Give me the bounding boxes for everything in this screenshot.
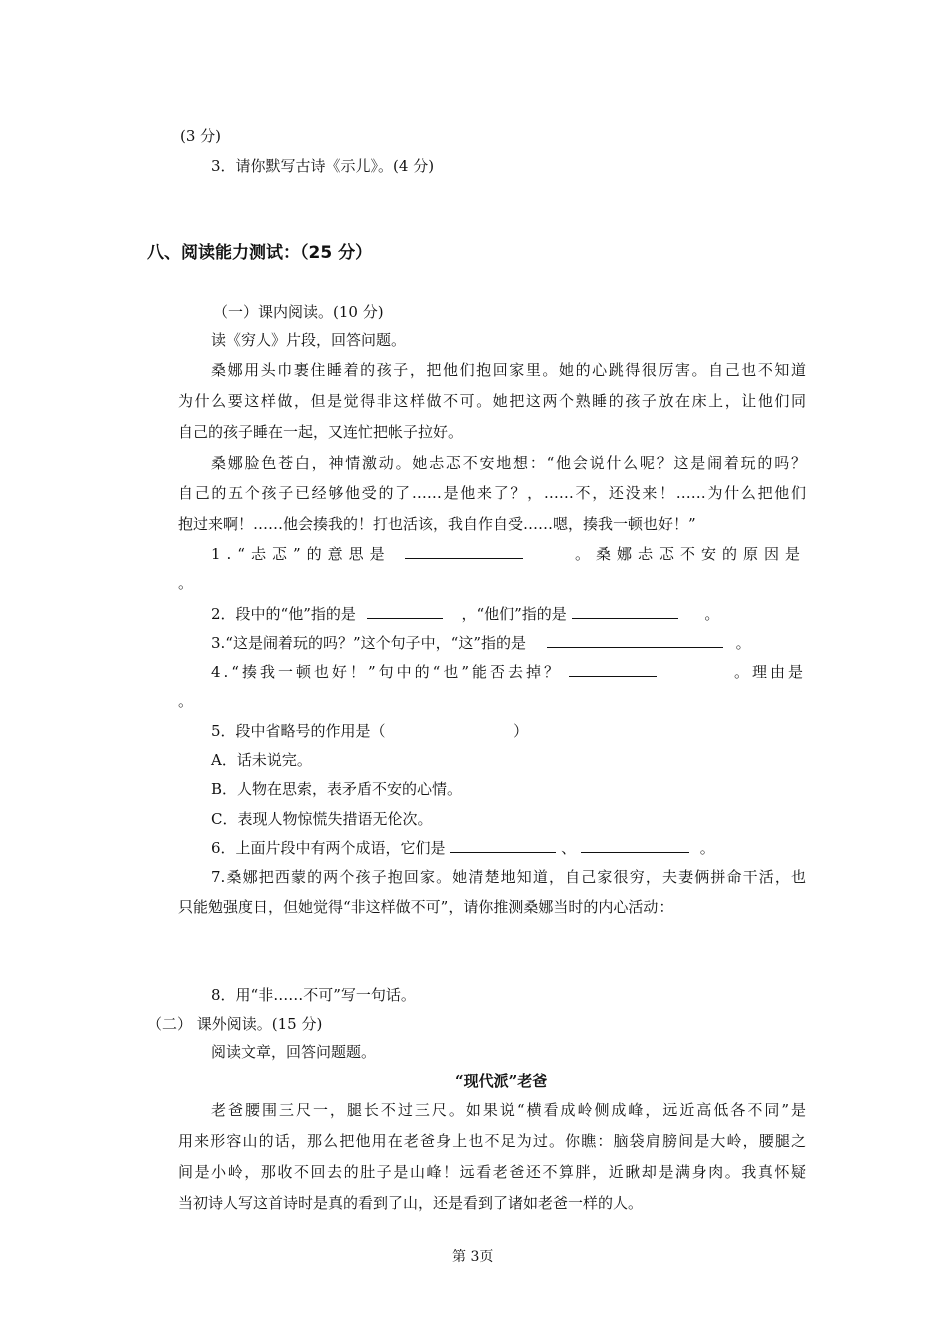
part2-instruction: 阅读文章，回答问题题。 xyxy=(211,1043,377,1061)
q5-option-b: B．人物在思索，表矛盾不安的心情。 xyxy=(211,780,463,798)
q1-end: 。 xyxy=(178,574,194,592)
q6-text-a: 6．上面片段中有两个成语，它们是 xyxy=(211,839,446,857)
question-2 xyxy=(211,604,719,624)
question-3 xyxy=(211,633,751,653)
part2-label: （二） 课外阅读。(15 分) xyxy=(147,1015,323,1033)
q5-text-b: ） xyxy=(513,722,529,740)
question-5 xyxy=(211,721,528,741)
q6-blank-2[interactable] xyxy=(581,838,689,853)
question-7-line: 只能勉强度日，但她觉得“非这样做不可”，请你推测桑娜当时的内心活动： xyxy=(178,898,674,916)
article-title: “现代派”老爸 xyxy=(455,1072,548,1090)
passage1-line: 为什么要这样做，但是觉得非这样做不可。她把这两个熟睡的孩子放在床上，让他们同 xyxy=(178,392,806,410)
q6-text-c: 。 xyxy=(699,839,715,857)
passage1-line: 自己的孩子睡在一起，又连忙把帐子拉好。 xyxy=(178,423,464,441)
question-8: 8．用“非……不可”写一句话。 xyxy=(211,986,416,1004)
score-line: (3 分) xyxy=(180,127,222,145)
section-heading: 八、阅读能力测试：（25 分） xyxy=(147,243,373,263)
q1-blank[interactable] xyxy=(405,544,523,559)
q2-blank-1[interactable] xyxy=(367,604,443,619)
q4-end: 。 xyxy=(178,692,194,710)
q4-text-b: 。理由是 xyxy=(733,663,806,681)
passage1-line: 自己的五个孩子已经够他受的了……是他来了？，……不，还没来！……为什么把他们 xyxy=(178,484,806,502)
q1-text-b: 。桑娜忐忑不安的原因是 xyxy=(574,545,806,563)
question-7-line: 7.桑娜把西蒙的两个孩子抱回家。她清楚地知道，自己家很穷，夫妻俩拼命干活，也 xyxy=(211,868,806,886)
part1-label: （一）课内阅读。(10 分) xyxy=(213,303,384,321)
q2-blank-2[interactable] xyxy=(572,604,678,619)
q4-text-a: 4.“揍我一顿也好！”句中的“也”能否去掉？ xyxy=(211,663,562,681)
question-6 xyxy=(211,838,715,858)
question-4 xyxy=(211,662,806,682)
q5-option-c: C．表现人物惊慌失措语无伦次。 xyxy=(211,810,433,828)
passage2-line: 间是小岭，那收不回去的肚子是山峰！远看老爸还不算胖，近瞅却是满身肉。我真怀疑 xyxy=(178,1163,806,1181)
q5-text-a: 5．段中省略号的作用是（ xyxy=(211,722,386,740)
passage2-line: 当初诗人写这首诗时是真的看到了山，还是看到了诸如老爸一样的人。 xyxy=(178,1194,644,1212)
q6-text-b: 、 xyxy=(561,839,577,857)
q2-text-a: 2．段中的“他”指的是 xyxy=(211,605,356,623)
part1-instruction: 读《穷人》片段，回答问题。 xyxy=(211,331,407,349)
q3-blank[interactable] xyxy=(547,633,723,648)
q2-text-c: 。 xyxy=(704,605,720,623)
question-3-poem: 3．请你默写古诗《示儿》。(4 分) xyxy=(211,157,435,175)
q5-option-a: A．话未说完。 xyxy=(211,751,312,769)
q1-text-a: 1.“忐忑”的意思是 xyxy=(211,545,391,563)
question-1 xyxy=(211,544,806,564)
passage2-line: 用来形容山的话，那么把他用在老爸身上也不足为过。你瞧：脑袋肩膀间是大岭，腰腿之 xyxy=(178,1132,806,1150)
passage2-line: 老爸腰围三尺一，腿长不过三尺。如果说“横看成岭侧成峰，远近高低各不同”是 xyxy=(211,1101,806,1119)
passage1-line: 桑娜脸色苍白，神情激动。她忐忑不安地想：“他会说什么呢？这是闹着玩的吗？ xyxy=(211,454,806,472)
passage1-line: 桑娜用头巾裹住睡着的孩子，把他们抱回家里。她的心跳得很厉害。自己也不知道 xyxy=(211,361,806,379)
q3-text-b: 。 xyxy=(735,634,751,652)
passage1-line: 抱过来啊！……他会揍我的！打也活该，我自作自受……嗯，揍我一顿也好！” xyxy=(178,515,696,533)
q6-blank-1[interactable] xyxy=(450,838,556,853)
q4-blank[interactable] xyxy=(569,662,657,677)
q3-text-a: 3.“这是闹着玩的吗？”这个句子中，“这”指的是 xyxy=(211,634,526,652)
page-number: 第 3页 xyxy=(452,1249,494,1265)
q2-text-b: ，“他们”指的是 xyxy=(461,605,567,623)
